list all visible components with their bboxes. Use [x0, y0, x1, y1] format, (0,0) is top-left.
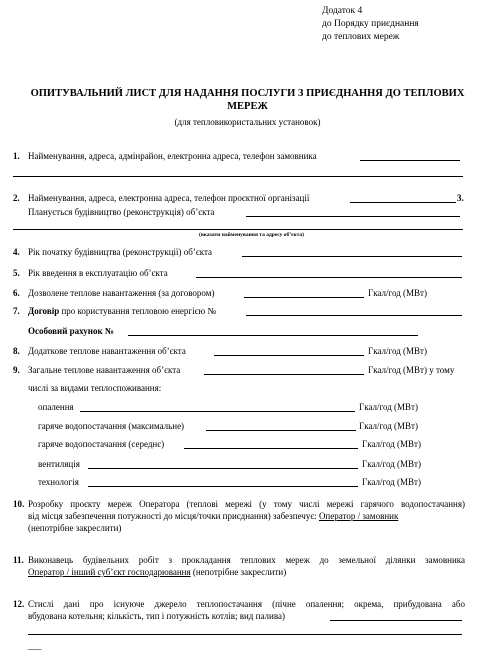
hot-water-avg-field[interactable]	[184, 448, 358, 449]
item-9-number: 9.	[13, 365, 20, 375]
addendum-header	[322, 5, 482, 44]
item-12-field-line-2[interactable]	[28, 634, 462, 635]
item-6-label: Дозволене теплове навантаження (за договором)	[28, 288, 215, 298]
item-11-number: 11.	[13, 555, 24, 565]
addendum-line-2: до Порядку приєднання	[322, 19, 419, 29]
heating-field[interactable]	[80, 411, 355, 412]
addendum-line-3: до теплових мереж	[322, 32, 400, 42]
account-label: Особовий рахунок №	[28, 326, 114, 336]
item-1-number: 1.	[13, 151, 20, 161]
item-11-line-2	[28, 567, 286, 578]
item-6-field[interactable]	[244, 297, 364, 298]
item-2-label: Найменування, адреса, електронна адреса, телефон проєктної організації	[28, 193, 310, 203]
item-10-number: 10.	[13, 499, 25, 509]
item-7-number: 7.	[13, 306, 20, 316]
item-10-note: (непотрібне закреслити)	[28, 523, 122, 533]
account-field[interactable]	[128, 335, 418, 336]
item-1-field[interactable]	[360, 160, 460, 161]
hot-water-avg-unit: Гкал/год (МВт)	[362, 439, 421, 449]
item-7-label-text: про користування тепловою енергією №	[59, 306, 217, 316]
item-12-line-2: вбудована котельня; кількість, тип і потужність котлів; вид палива)	[28, 611, 285, 621]
item-5-number: 5.	[13, 268, 20, 278]
item-1-label: Найменування, адреса, адмінрайон, електронна адреса, телефон замовника	[28, 151, 317, 161]
technology-unit: Гкал/год (МВт)	[362, 477, 421, 487]
item-12-line-1: Стислі дані про існуюче джерело теплопостачання (пічне опалення; окрема, прибудована або	[28, 599, 465, 609]
item-11-line-1: Виконавець будівельних робіт з прокладання теплових мереж до земельної ділянки замовника	[28, 555, 465, 565]
item-12-line-4: ___	[28, 641, 42, 651]
title-line-2: МЕРЕЖ	[227, 101, 268, 112]
item-7-field[interactable]	[246, 315, 462, 316]
item-10-line-2	[28, 511, 398, 522]
hot-water-max-field[interactable]	[206, 430, 356, 431]
hot-water-max-unit: Гкал/год (МВт)	[359, 421, 418, 431]
item-12-field[interactable]	[330, 620, 462, 621]
item-10-choice[interactable]: Оператор / замовник	[318, 511, 399, 521]
item-4-field[interactable]	[242, 256, 462, 257]
item-6-number: 6.	[13, 288, 20, 298]
ventilation-field[interactable]	[88, 468, 358, 469]
item-3-number: 3.	[457, 193, 464, 203]
item-9-continuation: числі за видами теплоспоживання:	[28, 383, 162, 393]
ventilation-label: вентиляція	[38, 459, 80, 469]
item-11-note: (непотрібне закреслити)	[190, 567, 287, 577]
item-3-label: Планується будівництво (реконструкція) об’єкта	[28, 207, 215, 217]
hot-water-max-label: гаряче водопостачання (максимальне)	[38, 421, 185, 431]
item-4-number: 4.	[13, 247, 20, 257]
item-8-field[interactable]	[214, 355, 364, 356]
item-1-field-line-2[interactable]	[13, 176, 463, 177]
item-9-field[interactable]	[204, 374, 364, 375]
document-subtitle: (для тепловикористальних установок)	[174, 117, 321, 127]
item-12-number: 12.	[13, 599, 25, 609]
technology-label: технологія	[38, 477, 79, 487]
item-7-label	[28, 306, 216, 317]
heating-unit: Гкал/год (МВт)	[359, 402, 418, 412]
technology-field[interactable]	[88, 486, 358, 487]
item-4-label: Рік початку будівництва (реконструкції) об’єкта	[28, 247, 212, 257]
addendum-line-1: Додаток 4	[322, 6, 363, 16]
hot-water-avg-label: гаряче водопостачання (середнє)	[38, 439, 165, 449]
item-2-number: 2.	[13, 193, 20, 203]
item-9-unit: Гкал/год (МВт) у тому	[368, 365, 455, 375]
item-10-line-1: Розробку проєкту мереж Оператора (теплові мережі (у тому числі мережі гарячого водопостачання)	[28, 499, 465, 509]
item-3-field[interactable]	[246, 216, 460, 217]
item-3-note: (вказати найменування та адресу об’єкта)	[199, 232, 305, 238]
item-6-unit: Гкал/год (МВт)	[368, 288, 427, 298]
item-7-label-bold: Договір	[28, 306, 60, 316]
item-5-label: Рік введення в експлуатацію об’єкта	[28, 268, 168, 278]
item-8-label: Додаткове теплове навантаження об’єкта	[28, 346, 186, 356]
item-9-label: Загальне теплове навантаження об’єкта	[28, 365, 181, 375]
item-3-field-line-2[interactable]	[13, 229, 463, 230]
item-2-field[interactable]	[350, 202, 456, 203]
heating-label: опалення	[38, 402, 74, 412]
document-title	[0, 87, 495, 113]
ventilation-unit: Гкал/год (МВт)	[362, 459, 421, 469]
item-5-field[interactable]	[196, 277, 462, 278]
item-11-choice[interactable]: Оператор / інший суб’єкт господарювання	[28, 567, 191, 577]
item-10-line-2-text: від місця забезпечення потужності до місця/точки приєднання) забезпечує:	[28, 511, 319, 521]
item-8-unit: Гкал/год (МВт)	[368, 346, 427, 356]
item-8-number: 8.	[13, 346, 20, 356]
title-line-1: ОПИТУВАЛЬНИЙ ЛИСТ ДЛЯ НАДАННЯ ПОСЛУГИ З ПРИЄДНАННЯ ДО ТЕПЛОВИХ	[30, 88, 465, 99]
